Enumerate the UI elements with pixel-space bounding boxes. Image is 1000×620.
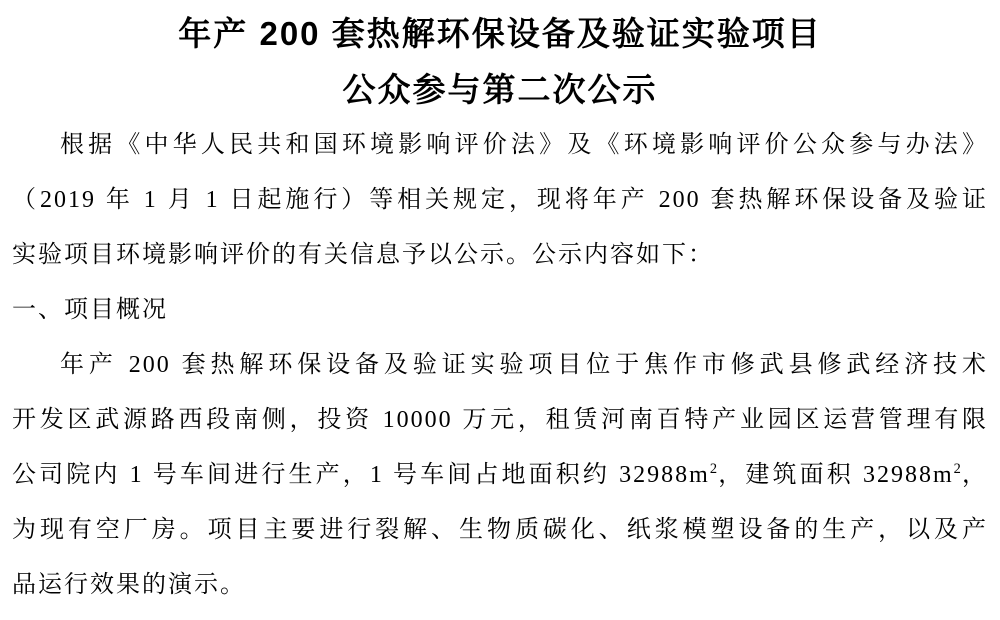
paragraph2-line3: [12, 448, 988, 503]
paragraph2-line2: 开发区武源路西段南侧，投资 10000 万元，租赁河南百特产业园区运营管理有限: [12, 407, 988, 433]
paragraph2-line3-text: ，建筑面积 32988m: [717, 462, 954, 488]
paragraph2-line4: 为现有空厂房。项目主要进行裂解、生物质碳化、纸浆模塑设备的生产，以及产: [12, 517, 988, 543]
paragraph2-line3-text: ，: [960, 462, 988, 488]
paragraph2-line1: 年产 200 套热解环保设备及验证实验项目位于焦作市修武县修武经济技术: [60, 352, 988, 378]
superscript-2: 2: [953, 461, 961, 477]
title-line-2: 公众参与第二次公示: [342, 71, 658, 108]
paragraph1-line1: 根据《中华人民共和国环境影响评价法》及《环境影响评价公众参与办法》: [60, 132, 988, 158]
section-heading: 一、项目概况: [12, 297, 168, 323]
paragraph1-line3: 实验项目环境影响评价的有关信息予以公示。公示内容如下：: [12, 242, 714, 268]
paragraph2-line3-text: 公司院内 1 号车间进行生产，1 号车间占地面积约 32988m: [12, 462, 710, 488]
paragraph1-line2: （2019 年 1 月 1 日起施行）等相关规定，现将年产 200 套热解环保设备及验证: [12, 187, 988, 213]
title-line-1: 年产 200 套热解环保设备及验证实验项目: [178, 15, 822, 52]
paragraph2-line5: 品运行效果的演示。: [12, 572, 246, 598]
superscript-2: 2: [709, 461, 718, 477]
document-title: [12, 6, 988, 118]
document-body: [12, 118, 988, 613]
